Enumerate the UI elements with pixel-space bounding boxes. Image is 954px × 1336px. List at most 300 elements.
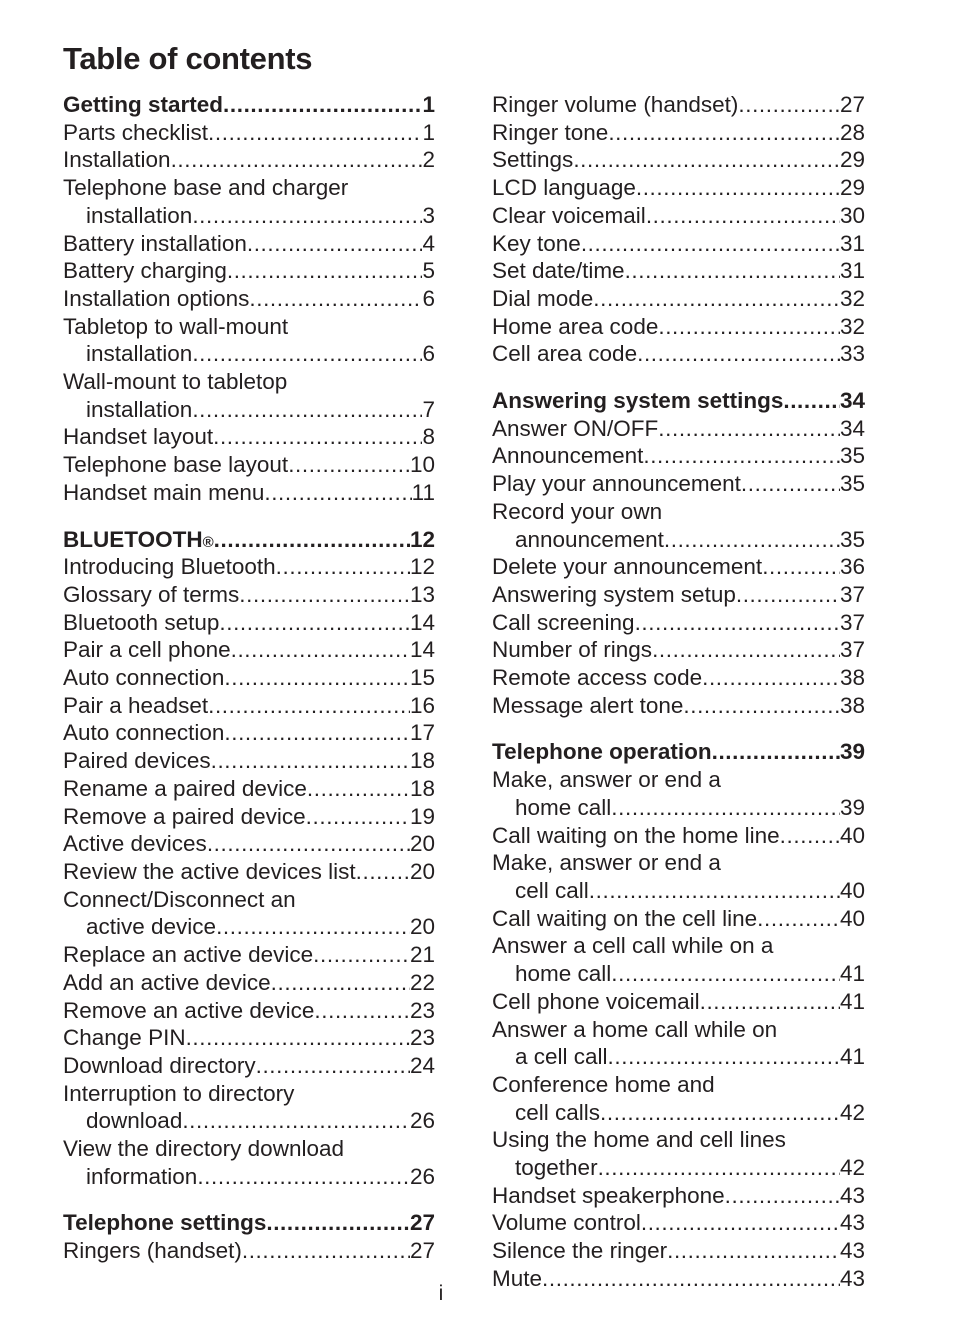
toc-entry[interactable] xyxy=(492,498,865,553)
toc-entry[interactable] xyxy=(63,719,435,747)
entry-title: Mute xyxy=(492,1265,543,1291)
toc-column-left xyxy=(63,91,435,1265)
dot-leader xyxy=(313,941,410,969)
toc-section xyxy=(63,91,435,507)
toc-section xyxy=(492,738,865,1292)
entry-title: Delete your announcement xyxy=(492,554,763,580)
page-ref: 39 xyxy=(839,739,865,765)
page-ref: 21 xyxy=(409,942,435,968)
toc-entry[interactable] xyxy=(63,775,435,803)
toc-entry[interactable] xyxy=(492,849,865,904)
page-ref: 27 xyxy=(409,1238,435,1264)
dot-leader xyxy=(741,470,840,498)
dot-leader xyxy=(593,285,840,313)
heading-title: Telephone settings xyxy=(63,1210,267,1236)
toc-entry[interactable] xyxy=(492,202,865,230)
page-title: Table of contents xyxy=(63,41,313,76)
page-ref: 38 xyxy=(839,665,865,691)
toc-entry[interactable] xyxy=(63,146,435,174)
page-ref: 16 xyxy=(409,692,435,718)
dot-leader xyxy=(224,664,410,692)
entry-title: Message alert tone xyxy=(492,692,684,718)
entry-title: Remote access code xyxy=(492,665,703,691)
entry-title: Pair a cell phone xyxy=(63,637,231,663)
dot-leader xyxy=(635,609,840,637)
entry-title: Handset layout xyxy=(63,424,214,450)
page-ref: 27 xyxy=(409,1210,435,1236)
entry-title: Glossary of terms xyxy=(63,581,240,607)
toc-entry[interactable] xyxy=(63,230,435,258)
entry-title: Auto connection xyxy=(63,720,225,746)
dot-leader xyxy=(573,146,840,174)
toc-entry[interactable] xyxy=(492,1209,865,1237)
page-ref: 40 xyxy=(839,877,865,903)
dot-leader xyxy=(652,636,840,664)
dot-leader xyxy=(307,775,410,803)
page-ref: 29 xyxy=(839,175,865,201)
entry-title: Set date/time xyxy=(492,258,625,284)
toc-section-heading[interactable] xyxy=(63,91,435,119)
dot-leader xyxy=(208,119,422,147)
toc-entry[interactable] xyxy=(492,230,865,258)
dot-leader xyxy=(658,313,840,341)
toc-entry[interactable] xyxy=(63,313,435,368)
entry-title: Answer a home call while on xyxy=(492,1016,778,1042)
toc-entry[interactable] xyxy=(492,1016,865,1071)
entry-title: Call screening xyxy=(492,609,635,635)
page-ref: 2 xyxy=(422,147,435,173)
page-ref: 12 xyxy=(409,526,435,552)
entry-title: Number of rings xyxy=(492,637,653,663)
entry-title: Make, answer or end a xyxy=(492,850,721,876)
dot-leader xyxy=(356,858,410,886)
toc-entry[interactable] xyxy=(492,553,865,581)
dot-leader xyxy=(780,822,840,850)
page-ref: 12 xyxy=(409,554,435,580)
dot-leader xyxy=(223,91,422,119)
dot-leader xyxy=(227,257,423,285)
toc-entry[interactable] xyxy=(492,581,865,609)
page-ref: 34 xyxy=(839,415,865,441)
dot-leader xyxy=(264,479,411,507)
page-ref: 26 xyxy=(409,1163,435,1189)
toc-entry[interactable] xyxy=(492,285,865,313)
page-ref: 3 xyxy=(422,202,435,228)
toc-entry[interactable] xyxy=(63,664,435,692)
page-ref: 37 xyxy=(839,581,865,607)
toc-entry[interactable] xyxy=(63,1024,435,1052)
entry-title: Answer ON/OFF xyxy=(492,415,659,441)
toc-entry[interactable] xyxy=(492,1071,865,1126)
page-ref: 41 xyxy=(839,961,865,987)
page-ref: 43 xyxy=(839,1265,865,1291)
page-ref: 4 xyxy=(422,230,435,256)
toc-entry[interactable] xyxy=(63,636,435,664)
page-ref: 23 xyxy=(409,1025,435,1051)
dot-leader xyxy=(197,1163,410,1191)
page-ref: 20 xyxy=(409,858,435,884)
entry-title: Download directory xyxy=(63,1052,256,1078)
entry-title: a cell call xyxy=(515,1044,608,1070)
page-ref: 22 xyxy=(409,969,435,995)
toc-entry[interactable] xyxy=(63,1052,435,1080)
toc-entry[interactable] xyxy=(63,553,435,581)
toc-entry[interactable] xyxy=(492,146,865,174)
entry-title: cell call xyxy=(515,877,589,903)
toc-entry[interactable] xyxy=(492,766,865,821)
toc-entry[interactable] xyxy=(492,636,865,664)
toc-entry[interactable] xyxy=(63,174,435,229)
page-ref: 32 xyxy=(839,313,865,339)
entry-title: Make, answer or end a xyxy=(492,767,721,793)
dot-leader xyxy=(757,905,840,933)
heading-title: Telephone operation xyxy=(492,739,712,765)
entry-title: LCD language xyxy=(492,175,636,201)
dot-leader xyxy=(192,396,422,424)
page-ref: 35 xyxy=(839,526,865,552)
page-ref: 6 xyxy=(422,285,435,311)
entry-title: installation xyxy=(86,396,193,422)
entry-title: Answer a cell call while on a xyxy=(492,933,774,959)
entry-title: Telephone base and charger xyxy=(63,175,349,201)
page-ref: 14 xyxy=(409,609,435,635)
entry-title: Using the home and cell lines xyxy=(492,1127,786,1153)
entry-title: Home area code xyxy=(492,313,659,339)
toc-entry[interactable] xyxy=(492,905,865,933)
page-ref: 10 xyxy=(409,452,435,478)
dot-leader xyxy=(288,451,410,479)
page-ref: 43 xyxy=(839,1238,865,1264)
dot-leader xyxy=(171,146,423,174)
entry-title: Play your announcement xyxy=(492,471,741,497)
page-ref: 17 xyxy=(409,720,435,746)
toc-entry[interactable] xyxy=(63,858,435,886)
toc-entry[interactable] xyxy=(63,581,435,609)
page-ref: 6 xyxy=(422,341,435,367)
page-ref: 1 xyxy=(422,92,435,117)
page-ref: 42 xyxy=(839,1099,865,1125)
dot-leader xyxy=(219,609,410,637)
page-ref: 38 xyxy=(839,692,865,718)
entry-title: download xyxy=(86,1108,183,1134)
dot-leader xyxy=(589,877,840,905)
dot-leader xyxy=(213,423,422,451)
dot-leader xyxy=(224,719,410,747)
page-ref: 39 xyxy=(839,794,865,820)
page-ref: 40 xyxy=(839,905,865,931)
entry-title: Call waiting on the cell line xyxy=(492,905,758,931)
entry-title: Volume control xyxy=(492,1210,641,1236)
toc-section xyxy=(492,387,865,719)
page-number: i xyxy=(438,1282,444,1305)
entry-title: Active devices xyxy=(63,831,207,857)
entry-title: Ringers (handset) xyxy=(63,1238,242,1264)
toc-entry[interactable] xyxy=(63,997,435,1025)
page-ref: 30 xyxy=(839,202,865,228)
toc-entry[interactable] xyxy=(492,1237,865,1265)
toc-section xyxy=(492,91,865,368)
toc-column-right xyxy=(492,91,865,1293)
entry-title: Battery charging xyxy=(63,258,227,284)
toc-entry[interactable] xyxy=(63,941,435,969)
toc-entry[interactable] xyxy=(63,969,435,997)
dot-leader xyxy=(783,387,840,415)
toc-entry[interactable] xyxy=(492,609,865,637)
toc-entry[interactable] xyxy=(492,932,865,987)
entry-title: Change PIN xyxy=(63,1025,186,1051)
dot-leader xyxy=(611,794,840,822)
dot-leader xyxy=(738,91,840,119)
entry-title: Installation options xyxy=(63,285,250,311)
entry-title: Ringer volume (handset) xyxy=(492,92,739,117)
toc-section xyxy=(63,1209,435,1264)
dot-leader xyxy=(256,1052,410,1080)
toc-entry[interactable] xyxy=(492,988,865,1016)
dot-leader xyxy=(725,1182,840,1210)
page-ref: 20 xyxy=(409,914,435,940)
entry-title: Review the active devices list xyxy=(63,858,356,884)
toc-entry[interactable] xyxy=(63,368,435,423)
heading-title: Answering system settings xyxy=(492,388,784,414)
toc-entry[interactable] xyxy=(492,470,865,498)
page-ref: 43 xyxy=(839,1182,865,1208)
entry-title: Tabletop to wall-mount xyxy=(63,313,289,339)
toc-entry[interactable] xyxy=(492,257,865,285)
heading-title: BLUETOOTH xyxy=(63,526,203,552)
dot-leader xyxy=(667,1237,840,1265)
page-ref: 27 xyxy=(839,92,865,117)
toc-entry[interactable] xyxy=(492,442,865,470)
page-ref: 41 xyxy=(839,1044,865,1070)
page-ref: 34 xyxy=(839,388,865,414)
entry-title: Introducing Bluetooth xyxy=(63,554,276,580)
page-ref: 1 xyxy=(422,119,435,145)
page-ref: 37 xyxy=(839,609,865,635)
entry-title: Add an active device xyxy=(63,969,271,995)
toc-entry[interactable] xyxy=(492,664,865,692)
dot-leader xyxy=(762,553,840,581)
entry-title: Auto connection xyxy=(63,665,225,691)
dot-leader xyxy=(214,526,410,554)
toc-entry[interactable] xyxy=(492,1182,865,1210)
dot-leader xyxy=(271,969,410,997)
page-ref: 37 xyxy=(839,637,865,663)
page-ref: 28 xyxy=(839,119,865,145)
entry-title: Key tone xyxy=(492,230,581,256)
entry-title: cell calls xyxy=(515,1099,601,1125)
dot-leader xyxy=(625,257,840,285)
entry-title: Record your own xyxy=(492,498,663,524)
entry-title: Battery installation xyxy=(63,230,247,256)
toc-entry[interactable] xyxy=(63,692,435,720)
toc-section xyxy=(63,526,435,1191)
toc-section-heading[interactable] xyxy=(492,387,865,415)
page-ref: 42 xyxy=(839,1155,865,1181)
entry-title: Ringer tone xyxy=(492,119,609,145)
page-ref: 15 xyxy=(409,665,435,691)
dot-leader xyxy=(266,1209,410,1237)
toc-entry[interactable] xyxy=(492,119,865,147)
entry-title: Cell area code xyxy=(492,341,638,367)
page-ref: 5 xyxy=(422,258,435,284)
dot-leader xyxy=(247,230,423,258)
page-ref: 32 xyxy=(839,285,865,311)
entry-title: Clear voicemail xyxy=(492,202,646,228)
page-ref: 23 xyxy=(409,997,435,1023)
dot-leader xyxy=(581,230,840,258)
page-ref: 33 xyxy=(839,341,865,367)
page-ref: 31 xyxy=(839,230,865,256)
toc-entry[interactable] xyxy=(492,822,865,850)
entry-title: Interruption to directory xyxy=(63,1080,295,1106)
toc-entry[interactable] xyxy=(492,415,865,443)
dot-leader xyxy=(611,960,840,988)
entry-title: Replace an active device xyxy=(63,942,314,968)
page-ref: 26 xyxy=(409,1108,435,1134)
toc-section-heading[interactable] xyxy=(492,738,865,766)
entry-title: home call xyxy=(515,794,612,820)
dot-leader xyxy=(182,1107,410,1135)
page-ref: 43 xyxy=(839,1210,865,1236)
entry-title: information xyxy=(86,1163,198,1189)
entry-title: Connect/Disconnect an xyxy=(63,886,296,912)
toc-entry[interactable] xyxy=(63,479,435,507)
page-ref: 11 xyxy=(411,479,435,505)
toc-entry[interactable] xyxy=(63,1237,435,1265)
entry-title: Rename a paired device xyxy=(63,775,307,801)
dot-leader xyxy=(207,830,410,858)
dot-leader xyxy=(598,1154,840,1182)
page-ref: 19 xyxy=(409,803,435,829)
toc-section-heading[interactable] xyxy=(63,1209,435,1237)
dot-leader xyxy=(216,913,410,941)
entry-title: installation xyxy=(86,341,193,367)
dot-leader xyxy=(211,747,410,775)
page-ref: 14 xyxy=(409,637,435,663)
dot-leader xyxy=(242,1237,410,1265)
entry-title: Handset main menu xyxy=(63,479,265,505)
toc-entry[interactable] xyxy=(63,451,435,479)
entry-title: active device xyxy=(86,914,217,940)
page-ref: 41 xyxy=(839,988,865,1014)
dot-leader xyxy=(643,442,840,470)
dot-leader xyxy=(192,340,422,368)
dot-leader xyxy=(736,581,840,609)
page-ref: 8 xyxy=(422,424,435,450)
toc-entry[interactable] xyxy=(63,830,435,858)
entry-title: Bluetooth setup xyxy=(63,609,220,635)
toc-entry[interactable] xyxy=(63,1080,435,1135)
entry-title: announcement xyxy=(515,526,664,552)
dot-leader xyxy=(608,119,840,147)
dot-leader xyxy=(700,988,840,1016)
dot-leader xyxy=(276,553,410,581)
dot-leader xyxy=(637,340,840,368)
entry-title: Remove a paired device xyxy=(63,803,306,829)
entry-title: Paired devices xyxy=(63,748,211,774)
entry-title: Answering system setup xyxy=(492,581,736,607)
dot-leader xyxy=(712,738,840,766)
page-ref: 13 xyxy=(409,581,435,607)
entry-title: Handset speakerphone xyxy=(492,1182,725,1208)
page-ref: 18 xyxy=(409,748,435,774)
entry-title: Remove an active device xyxy=(63,997,315,1023)
toc-entry[interactable] xyxy=(492,340,865,368)
toc-entry[interactable] xyxy=(63,119,435,147)
dot-leader xyxy=(249,285,422,313)
page-ref: 31 xyxy=(839,258,865,284)
toc-entry[interactable] xyxy=(63,747,435,775)
dot-leader xyxy=(636,174,840,202)
page-ref: 36 xyxy=(839,554,865,580)
entry-title: Settings xyxy=(492,147,574,173)
toc-entry[interactable] xyxy=(492,1126,865,1181)
page-ref: 18 xyxy=(409,775,435,801)
dot-leader xyxy=(641,1209,840,1237)
entry-title: installation xyxy=(86,202,193,228)
toc-entry[interactable] xyxy=(63,803,435,831)
toc-entry[interactable] xyxy=(492,692,865,720)
toc-entry[interactable] xyxy=(63,886,435,941)
dot-leader xyxy=(702,664,840,692)
dot-leader xyxy=(600,1099,840,1127)
page-ref: 35 xyxy=(839,443,865,469)
toc-entry[interactable] xyxy=(492,91,865,119)
dot-leader xyxy=(646,202,840,230)
dot-leader xyxy=(186,1024,410,1052)
toc-entry[interactable] xyxy=(492,174,865,202)
dot-leader xyxy=(208,692,410,720)
page-ref: 35 xyxy=(839,471,865,497)
toc-entry[interactable] xyxy=(63,1135,435,1190)
page-ref: 29 xyxy=(839,147,865,173)
dot-leader xyxy=(231,636,410,664)
heading-title: Getting started xyxy=(63,92,224,117)
toc-entry[interactable] xyxy=(63,423,435,451)
entry-title: home call xyxy=(515,961,612,987)
entry-title: View the directory download xyxy=(63,1136,344,1162)
entry-title: Wall-mount to tabletop xyxy=(63,369,288,395)
toc-section-heading[interactable]: BLUETOOTH ® ..... 12 xyxy=(63,526,435,554)
dot-leader xyxy=(664,526,840,554)
page-ref: 40 xyxy=(839,822,865,848)
entry-title: Conference home and xyxy=(492,1071,715,1097)
dot-leader xyxy=(306,803,410,831)
page-ref: 20 xyxy=(409,831,435,857)
entry-title: Announcement xyxy=(492,443,644,469)
dot-leader xyxy=(683,692,840,720)
dot-leader xyxy=(658,415,840,443)
entry-title: Telephone base layout xyxy=(63,452,289,478)
entry-title: Call waiting on the home line xyxy=(492,822,780,848)
page-ref: 7 xyxy=(422,396,435,422)
dot-leader xyxy=(608,1043,840,1071)
toc-entry[interactable] xyxy=(63,609,435,637)
entry-title: Cell phone voicemail xyxy=(492,988,700,1014)
entry-title: Pair a headset xyxy=(63,692,209,718)
toc-entry[interactable] xyxy=(492,313,865,341)
toc-entry[interactable] xyxy=(63,257,435,285)
entry-title: Installation xyxy=(63,147,171,173)
page-ref: 24 xyxy=(409,1052,435,1078)
entry-title: Dial mode xyxy=(492,285,594,311)
entry-title: together xyxy=(515,1155,598,1181)
dot-leader xyxy=(314,997,410,1025)
dot-leader xyxy=(192,202,422,230)
dot-leader xyxy=(239,581,410,609)
toc-entry[interactable] xyxy=(63,285,435,313)
entry-title: Silence the ringer xyxy=(492,1238,668,1264)
